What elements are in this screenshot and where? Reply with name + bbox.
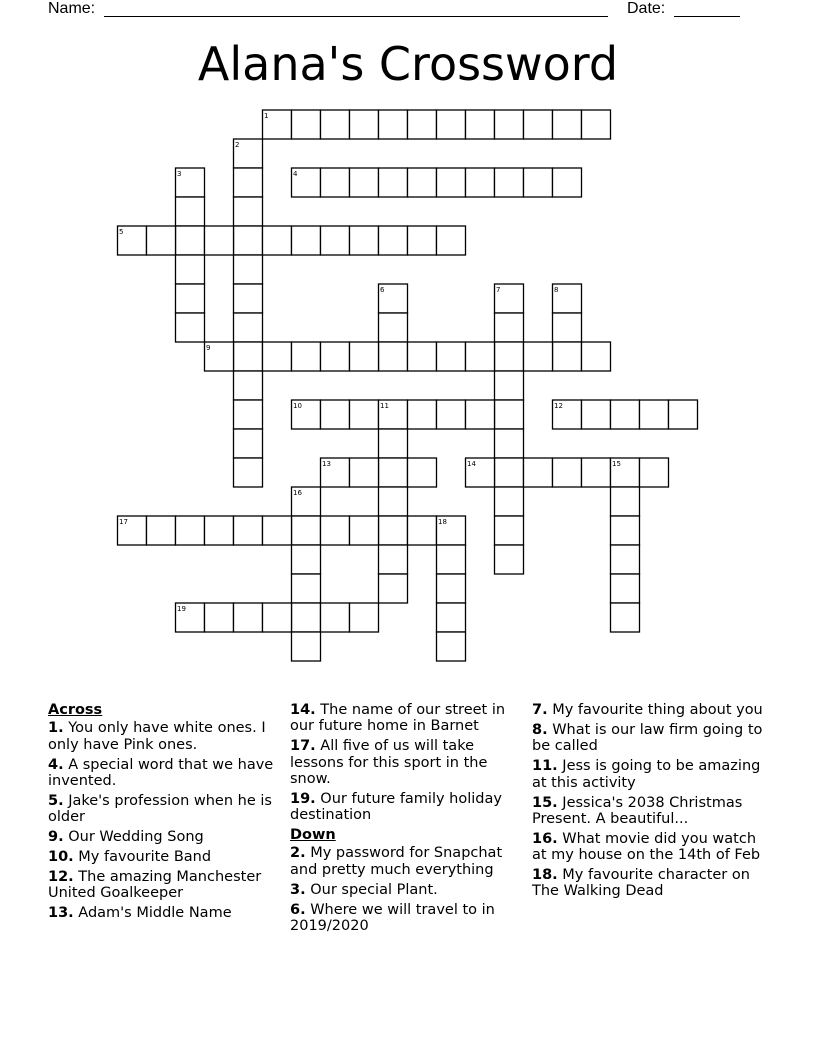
clue-text: All five of us will take lessons for this sport in the snow.: [290, 738, 488, 787]
grid-cell[interactable]: [379, 429, 408, 458]
grid-cell[interactable]: [292, 574, 321, 603]
clue-text: Jake's profession when he is older: [48, 792, 272, 826]
grid-cell[interactable]: [437, 545, 466, 574]
clue-number: 8.: [532, 721, 548, 738]
clue-text: The amazing Manchester United Goalkeeper: [48, 869, 262, 902]
grid-cell[interactable]: [495, 545, 524, 574]
grid-cell[interactable]: [611, 603, 640, 632]
grid-cell[interactable]: [263, 516, 292, 545]
clue-number: 10.: [48, 849, 74, 866]
clue-text: Where we will travel to in 2019/2020: [290, 901, 495, 934]
grid-cell[interactable]: [495, 458, 524, 487]
grid-cell[interactable]: [437, 168, 466, 197]
grid-cell[interactable]: [176, 313, 205, 342]
grid-cell[interactable]: [379, 545, 408, 574]
grid-cell[interactable]: [176, 226, 205, 255]
clue-number: 5.: [48, 792, 64, 809]
grid-cell[interactable]: [350, 226, 379, 255]
clue-number: 2.: [290, 845, 306, 862]
grid-cell[interactable]: [437, 632, 466, 661]
grid-cell[interactable]: [176, 255, 205, 284]
grid-cell[interactable]: [234, 371, 263, 400]
grid-cell[interactable]: [611, 574, 640, 603]
cell-number: 13: [322, 460, 331, 468]
grid-cell[interactable]: [292, 342, 321, 371]
grid-cell[interactable]: [147, 516, 176, 545]
grid-cell[interactable]: [524, 458, 553, 487]
clue-number: 4.: [48, 756, 64, 773]
grid-cell[interactable]: [379, 516, 408, 545]
grid-cell[interactable]: [524, 168, 553, 197]
grid-cell[interactable]: [379, 110, 408, 139]
grid-cell[interactable]: [176, 284, 205, 313]
grid-cell[interactable]: [234, 516, 263, 545]
grid-cell[interactable]: [147, 226, 176, 255]
grid-cell[interactable]: [640, 400, 669, 429]
down-heading: Down: [290, 827, 336, 844]
clue-number: 18.: [532, 867, 558, 884]
grid-cell[interactable]: [495, 429, 524, 458]
grid-cell[interactable]: [234, 168, 263, 197]
grid-cell[interactable]: [234, 313, 263, 342]
clue-text: My favourite character on The Walking Dead: [532, 867, 750, 900]
clue-across-1: [48, 720, 280, 753]
grid-cell[interactable]: [321, 342, 350, 371]
clue-text: Jess is going to be amazing at this activity: [532, 758, 761, 791]
grid-cell[interactable]: [379, 487, 408, 516]
clue-across-5: [48, 793, 280, 826]
clue-down-7: [532, 702, 772, 718]
clue-number: 15.: [532, 794, 558, 811]
grid-cell[interactable]: [234, 284, 263, 313]
grid-cell[interactable]: [350, 400, 379, 429]
grid-cell[interactable]: [350, 110, 379, 139]
clue-across-4: [48, 757, 280, 790]
grid-cell[interactable]: [495, 487, 524, 516]
grid-cell[interactable]: [350, 458, 379, 487]
grid-cell[interactable]: [669, 400, 698, 429]
grid-cell[interactable]: [292, 545, 321, 574]
grid-cell[interactable]: [234, 197, 263, 226]
grid-cell[interactable]: [495, 371, 524, 400]
clue-text: The name of our street in our future home in Barnet: [290, 702, 506, 735]
grid-cell[interactable]: [292, 632, 321, 661]
grid-cell[interactable]: [495, 400, 524, 429]
clue-down-11: [532, 758, 772, 791]
name-label: Name:: [48, 0, 96, 17]
clue-down-15: [532, 795, 772, 828]
clue-down-2: [290, 845, 522, 878]
clue-number: 9.: [48, 829, 64, 846]
grid-cell[interactable]: [321, 226, 350, 255]
grid-cell[interactable]: [321, 400, 350, 429]
grid-cell[interactable]: [408, 168, 437, 197]
grid-cell[interactable]: [495, 110, 524, 139]
clues-column-3: [532, 702, 772, 903]
grid-cell[interactable]: [582, 110, 611, 139]
clue-text: Our Wedding Song: [68, 829, 204, 846]
cell-number: 11: [380, 402, 389, 410]
clue-down-6: [290, 902, 522, 935]
clue-text: What is our law firm going to be called: [532, 721, 763, 755]
clue-text: What movie did you watch at my house on the 14th of Feb: [532, 830, 761, 864]
cell-number: 3: [177, 170, 182, 178]
clues-column-2: [290, 702, 522, 938]
grid-cell[interactable]: [234, 603, 263, 632]
clue-across-14: [290, 702, 522, 735]
grid-cell[interactable]: [321, 603, 350, 632]
clue-text: My favourite thing about you: [552, 702, 763, 718]
grid-cell[interactable]: [553, 342, 582, 371]
grid-cell[interactable]: [379, 458, 408, 487]
cell-number: 8: [554, 286, 559, 294]
grid-cell[interactable]: [205, 226, 234, 255]
grid-cell[interactable]: [205, 603, 234, 632]
grid-cell[interactable]: [234, 429, 263, 458]
clue-number: 17.: [290, 738, 316, 755]
grid-cell[interactable]: [553, 168, 582, 197]
grid-cell[interactable]: [553, 313, 582, 342]
grid-cell[interactable]: [466, 168, 495, 197]
grid-cell[interactable]: [321, 168, 350, 197]
grid-cell[interactable]: [524, 110, 553, 139]
clue-number: 11.: [532, 758, 558, 775]
clue-number: 13.: [48, 905, 74, 922]
grid-cell[interactable]: [437, 603, 466, 632]
grid-cell[interactable]: [408, 110, 437, 139]
grid-cell[interactable]: [553, 458, 582, 487]
clue-down-8: [532, 722, 772, 755]
clue-number: 14.: [290, 702, 316, 718]
cell-number: 5: [119, 228, 124, 236]
clue-down-3: [290, 882, 522, 898]
grid-cell[interactable]: [263, 342, 292, 371]
grid-cell[interactable]: [495, 342, 524, 371]
grid-cell[interactable]: [611, 487, 640, 516]
grid-cell[interactable]: [379, 342, 408, 371]
clue-number: 7.: [532, 702, 548, 718]
grid-cell[interactable]: [495, 516, 524, 545]
cell-number: 1: [264, 112, 269, 120]
clue-number: 19.: [290, 790, 316, 807]
cell-number: 15: [612, 460, 621, 468]
clue-number: 16.: [532, 830, 558, 847]
grid-cell[interactable]: [640, 458, 669, 487]
across-heading: Across: [48, 702, 103, 718]
clue-across-13: [48, 905, 280, 921]
cell-number: 9: [206, 344, 211, 352]
cell-number: 6: [380, 286, 385, 294]
grid-cell[interactable]: [611, 400, 640, 429]
clue-number: 12.: [48, 869, 74, 886]
grid-cell[interactable]: [292, 516, 321, 545]
grid-cell[interactable]: [408, 342, 437, 371]
grid-cell[interactable]: [379, 574, 408, 603]
grid-cell[interactable]: [350, 342, 379, 371]
grid-cell[interactable]: [234, 342, 263, 371]
grid-cell[interactable]: [234, 458, 263, 487]
grid-cell[interactable]: [176, 516, 205, 545]
grid-cell[interactable]: [292, 603, 321, 632]
grid-cell[interactable]: [350, 603, 379, 632]
grid-cell[interactable]: [234, 255, 263, 284]
grid-cell[interactable]: [611, 516, 640, 545]
grid-cell[interactable]: [379, 313, 408, 342]
grid-cell[interactable]: [466, 110, 495, 139]
clue-number: 1.: [48, 720, 64, 737]
clue-text: A special word that we have invented.: [48, 756, 274, 789]
clue-number: 6.: [290, 901, 306, 918]
cell-number: 12: [554, 402, 563, 410]
grid-cell[interactable]: [495, 313, 524, 342]
grid-cell[interactable]: [582, 400, 611, 429]
grid-cell[interactable]: [437, 574, 466, 603]
clue-text: Our special Plant.: [310, 881, 438, 898]
clue-text: My password for Snapchat and pretty much everything: [290, 845, 503, 878]
clue-text: Jessica's 2038 Christmas Present. A beautiful...: [532, 794, 743, 827]
grid-cell[interactable]: [611, 545, 640, 574]
grid-cell[interactable]: [437, 226, 466, 255]
cell-number: 7: [496, 286, 501, 294]
cell-number: 18: [438, 518, 447, 526]
cell-number: 17: [119, 518, 128, 526]
cell-number: 14: [467, 460, 476, 468]
grid-cell[interactable]: [408, 226, 437, 255]
grid-cell[interactable]: [321, 110, 350, 139]
grid-cell[interactable]: [292, 226, 321, 255]
grid-cell[interactable]: [234, 226, 263, 255]
clue-down-16: [532, 831, 772, 864]
date-label: Date:: [627, 0, 666, 17]
clue-across-10: [48, 849, 280, 865]
clue-across-17: [290, 738, 522, 787]
cell-number: 16: [293, 489, 302, 497]
grid-cell[interactable]: [582, 342, 611, 371]
grid-cell[interactable]: [408, 458, 437, 487]
cell-number: 19: [177, 605, 186, 613]
cell-number: 4: [293, 170, 298, 178]
page-title: Alana's Crossword: [197, 37, 619, 91]
clue-text: Our future family holiday destination: [290, 790, 502, 824]
grid-cell[interactable]: [466, 342, 495, 371]
grid-cell[interactable]: [437, 110, 466, 139]
grid-cell[interactable]: [379, 226, 408, 255]
grid-cell[interactable]: [553, 110, 582, 139]
clue-across-12: [48, 869, 280, 902]
grid-cell[interactable]: [379, 168, 408, 197]
clue-across-9: [48, 829, 280, 845]
grid-cell[interactable]: [408, 400, 437, 429]
grid-cell[interactable]: [582, 458, 611, 487]
grid-cell[interactable]: [524, 342, 553, 371]
clue-text: You only have white ones. I only have Pink ones.: [48, 720, 266, 753]
cell-number: 2: [235, 141, 240, 149]
grid-cell[interactable]: [263, 603, 292, 632]
clue-text: My favourite Band: [78, 849, 212, 866]
grid-cell[interactable]: [437, 400, 466, 429]
cell-number: 10: [293, 402, 302, 410]
grid-cell[interactable]: [408, 516, 437, 545]
grid-cell[interactable]: [466, 400, 495, 429]
clues-column-1: [48, 702, 280, 925]
grid-cell[interactable]: [205, 516, 234, 545]
grid-cell[interactable]: [176, 197, 205, 226]
grid-cell[interactable]: [350, 516, 379, 545]
grid-cell[interactable]: [321, 516, 350, 545]
grid-cell[interactable]: [350, 168, 379, 197]
clue-down-18: [532, 867, 772, 900]
grid-cell[interactable]: [292, 110, 321, 139]
grid-cell[interactable]: [437, 342, 466, 371]
grid-cell[interactable]: [263, 226, 292, 255]
clue-text: Adam's Middle Name: [78, 905, 232, 922]
clue-across-19: [290, 791, 522, 824]
grid-cell[interactable]: [495, 168, 524, 197]
clue-number: 3.: [290, 881, 306, 898]
grid-cell[interactable]: [234, 400, 263, 429]
